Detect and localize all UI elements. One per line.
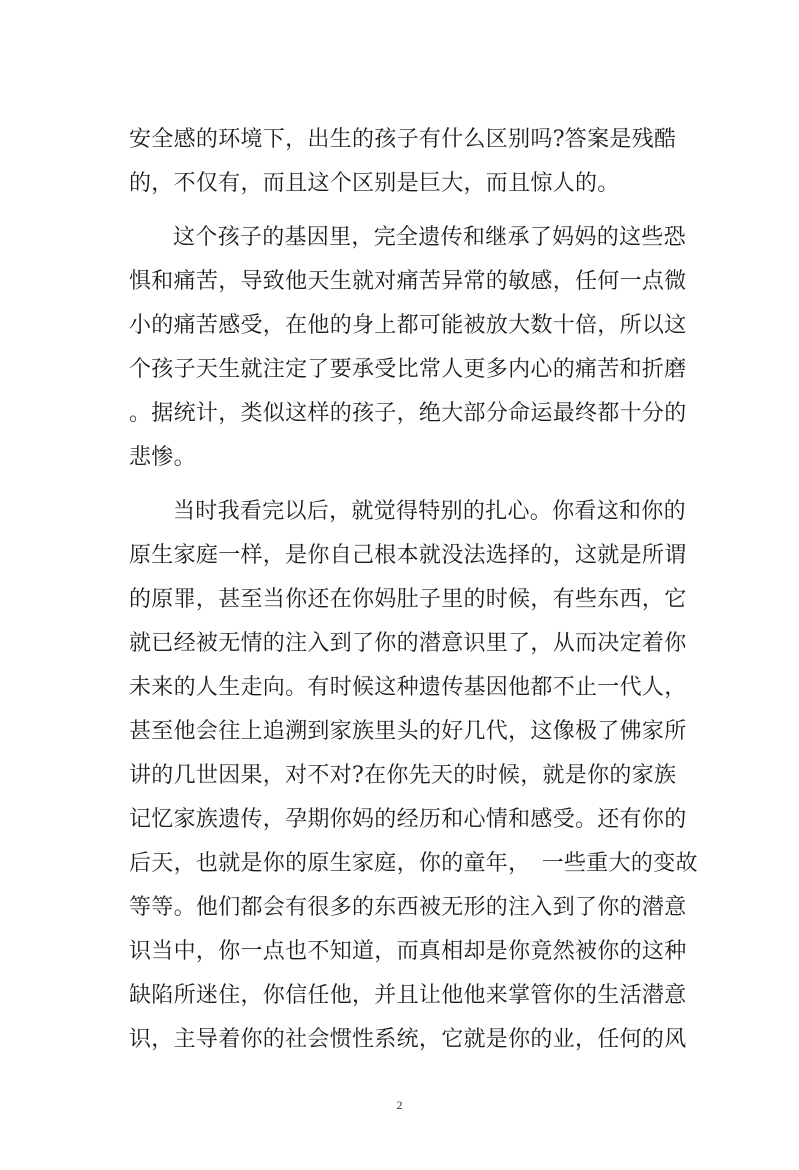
paragraph-3-line-13: 识，主导着你的社会惯性系统，它就是你的业，任何的风	[129, 1027, 687, 1052]
paragraph-2-line-6: 悲惨。	[129, 445, 196, 470]
paragraph-2-line-2: 惧和痛苦，导致他天生就对痛苦异常的敏感，任何一点微	[129, 269, 687, 294]
paragraph-3-line-3: 的原罪，甚至当你还在你妈肚子里的时候，有些东西，它	[129, 587, 687, 612]
paragraph-3-line-9: 后天，也就是你的原生家庭，你的童年， 一些重大的变故	[129, 851, 698, 876]
paragraph-2-line-5: 。据统计，类似这样的孩子，绝大部分命运最终都十分的	[129, 401, 687, 426]
paragraph-2-line-1: 这个孩子的基因里，完全遗传和继承了妈妈的这些恐	[173, 225, 686, 250]
paragraph-3-line-7: 讲的几世因果，对不对?在你先天的时候，就是你的家族	[129, 763, 677, 788]
paragraph-3-line-2: 原生家庭一样，是你自己根本就没法选择的，这就是所谓	[129, 543, 687, 568]
paragraph-3-line-6: 甚至他会往上追溯到家族里头的好几代，这像极了佛家所	[129, 719, 687, 744]
paragraph-3-line-12: 缺陷所迷住，你信任他，并且让他他来掌管你的生活潜意	[129, 983, 687, 1008]
paragraph-3-line-10: 等等。他们都会有很多的东西被无形的注入到了你的潜意	[129, 895, 687, 920]
paragraph-1-line-1: 安全感的环境下，出生的孩子有什么区别吗?答案是残酷	[129, 127, 677, 152]
paragraph-2-line-3: 小的痛苦感受，在他的身上都可能被放大数十倍，所以这	[129, 313, 687, 338]
paragraph-3-line-5: 未来的人生走向。有时候这种遗传基因他都不止一代人，	[129, 675, 687, 700]
page-number: 2	[396, 1098, 403, 1112]
paragraph-2-line-4: 个孩子天生就注定了要承受比常人更多内心的痛苦和折磨	[129, 357, 687, 382]
paragraph-3-line-1: 当时我看完以后，就觉得特别的扎心。你看这和你的	[173, 499, 686, 524]
paragraph-3-line-11: 识当中，你一点也不知道，而真相却是你竟然被你的这种	[129, 939, 687, 964]
paragraph-1-line-2: 的，不仅有，而且这个区别是巨大，而且惊人的。	[129, 171, 620, 196]
paragraph-3-line-4: 就已经被无情的注入到了你的潜意识里了，从而决定着你	[129, 631, 687, 656]
paragraph-3-line-8: 记忆家族遗传，孕期你妈的经历和心情和感受。还有你的	[129, 807, 687, 832]
